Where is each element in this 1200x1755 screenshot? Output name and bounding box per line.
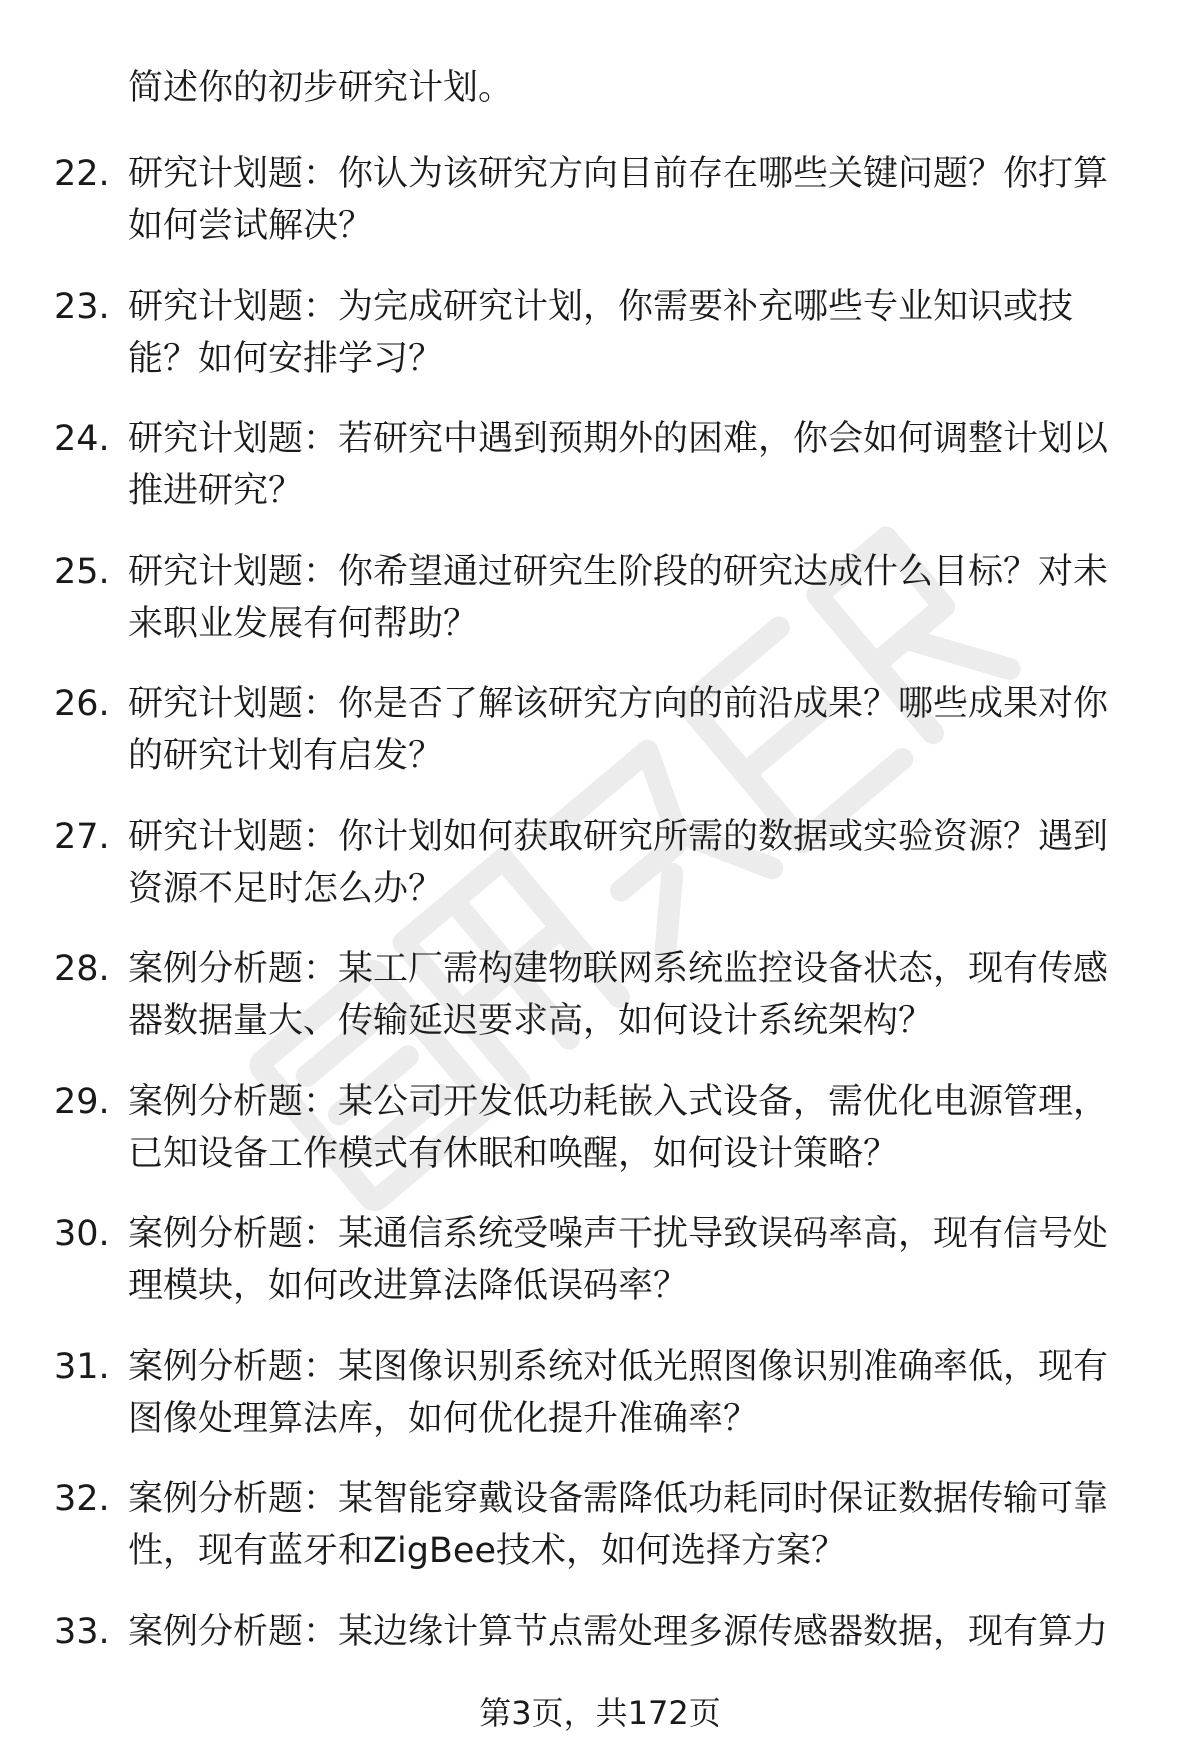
- question-number: 30.: [54, 1214, 110, 1254]
- question-text: 案例分析题：某边缘计算节点需处理多源传感器数据，现有算力: [128, 1611, 1109, 1652]
- question-text: 研究计划题：你计划如何获取研究所需的数据或实验资源？遇到资源不足时怎么办？: [128, 816, 1109, 909]
- question-number: 23.: [54, 286, 110, 327]
- question-text: 研究计划题：你认为该研究方向目前存在哪些关键问题？你打算如何尝试解决？: [128, 154, 1109, 246]
- question-text: 案例分析题：某图像识别系统对低光照图像识别准确率低，现有图像处理算法库，如何优化提升准确率？: [128, 1346, 1109, 1439]
- question-number: 32.: [54, 1479, 110, 1519]
- question-list: [0, 148, 1200, 1738]
- question-text: 研究计划题：为完成研究计划，你需要补充哪些专业知识或技能？如何安排学习？: [128, 286, 1074, 379]
- question-item-27: [0, 811, 1200, 944]
- question-item-31: [0, 1341, 1200, 1474]
- question-number: 28.: [54, 949, 110, 989]
- question-number: 29.: [54, 1081, 110, 1122]
- question-item-28: [0, 943, 1200, 1076]
- question-item-23: [0, 281, 1200, 414]
- question-item-22: [0, 148, 1200, 281]
- question-number: 24.: [54, 419, 110, 459]
- question-item-29: [0, 1076, 1200, 1209]
- page-footer: [0, 1690, 1200, 1736]
- question-number: 31.: [54, 1346, 110, 1387]
- question-number: 33.: [54, 1611, 110, 1652]
- question-number: 27.: [54, 816, 110, 857]
- question-text: 案例分析题：某工厂需构建物联网系统监控设备状态，现有传感器数据量大、传输延迟要求高，如何设计系统架构？: [128, 949, 1109, 1041]
- question-text: 案例分析题：某通信系统受噪声干扰导致误码率高，现有信号处理模块，如何改进算法降低误码率？: [128, 1214, 1109, 1306]
- question-number: 26.: [54, 684, 110, 724]
- question-item-24: [0, 413, 1200, 546]
- question-text: 案例分析题：某公司开发低功耗嵌入式设备，需优化电源管理，已知设备工作模式有休眠和唤醒，如何设计策略？: [128, 1081, 1109, 1174]
- question-item-26: [0, 678, 1200, 811]
- question-text: 研究计划题：你希望通过研究生阶段的研究达成什么目标？对未来职业发展有何帮助？: [128, 551, 1109, 644]
- question-item-32: [0, 1473, 1200, 1606]
- page-number-label: 第3页，共172页: [479, 1694, 721, 1732]
- question-item-30: [0, 1208, 1200, 1341]
- question-text: 研究计划题：若研究中遇到预期外的困难，你会如何调整计划以推进研究？: [128, 419, 1109, 511]
- question-number: 22.: [54, 154, 110, 194]
- question-number: 25.: [54, 551, 110, 592]
- question-text: 案例分析题：某智能穿戴设备需降低功耗同时保证数据传输可靠性，现有蓝牙和ZigBee技术，如何选择方案？: [128, 1479, 1109, 1571]
- continuation-text: 简述你的初步研究计划。: [128, 68, 514, 108]
- question-item-25: [0, 546, 1200, 679]
- question-text: 研究计划题：你是否了解该研究方向的前沿成果？哪些成果对你的研究计划有启发？: [128, 684, 1109, 776]
